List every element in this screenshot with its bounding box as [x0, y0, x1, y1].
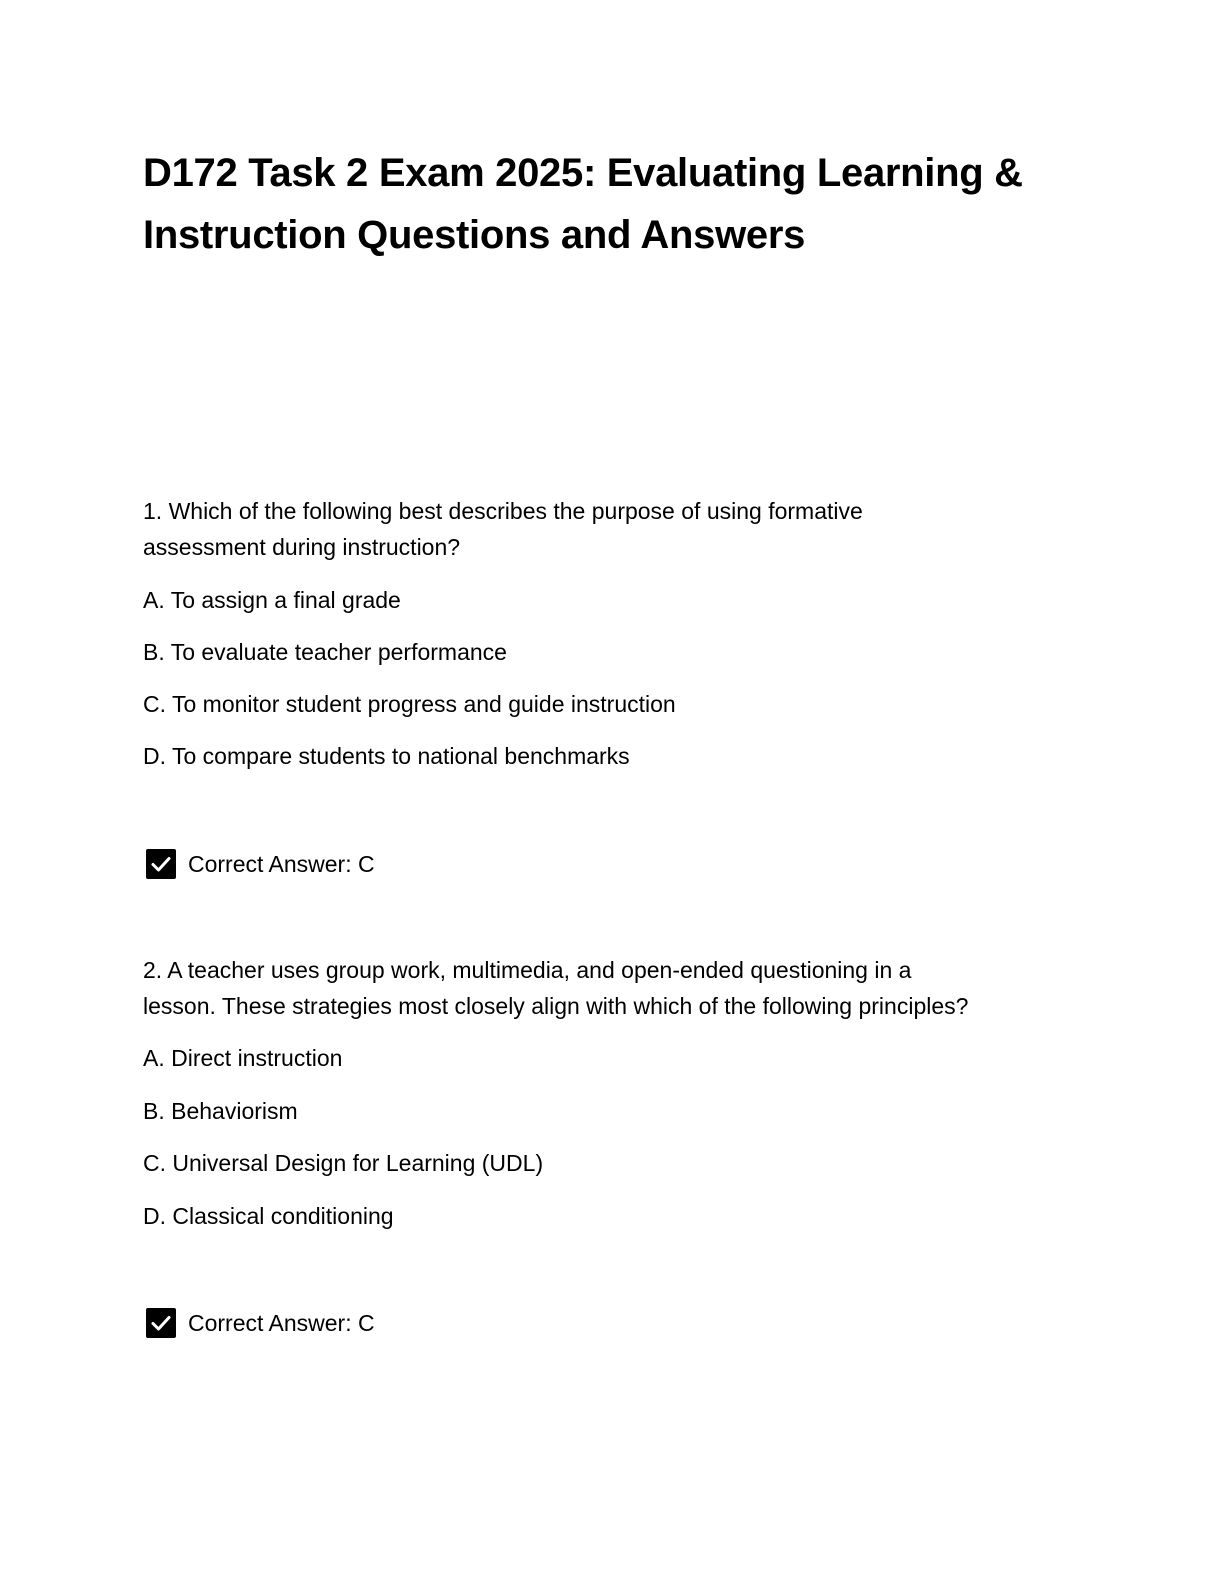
- question-1-option-b: B. To evaluate teacher performance: [143, 639, 507, 665]
- question-1-option-a: A. To assign a final grade: [143, 587, 401, 613]
- question-2-option-d: D. Classical conditioning: [143, 1203, 394, 1229]
- question-2: [143, 952, 1103, 1336]
- question-2-text: [143, 952, 1103, 1024]
- question-2-text-line-1: 2. A teacher uses group work, multimedia, and open-ended questioning in a: [143, 957, 912, 983]
- question-2-option-a: A. Direct instruction: [143, 1045, 343, 1071]
- question-1-option-c: C. To monitor student progress and guide instruction: [143, 691, 676, 717]
- question-2-correct-answer-label: Correct Answer: C: [188, 1310, 375, 1336]
- question-1-text-line-1: 1. Which of the following best describes the purpose of using formative: [143, 498, 863, 524]
- question-2-text-line-2: lesson. These strategies most closely align with which of the following principles?: [143, 993, 969, 1019]
- check-mark-icon: [146, 1308, 176, 1338]
- question-1-text-line-2: assessment during instruction?: [143, 534, 461, 560]
- question-1-correct-answer: [146, 849, 375, 879]
- question-1: [143, 493, 1103, 877]
- document-title-line-1: D172 Task 2 Exam 2025: Evaluating Learning &: [143, 151, 1023, 195]
- question-1-text: [143, 493, 1103, 565]
- question-2-option-c: C. Universal Design for Learning (UDL): [143, 1150, 544, 1176]
- question-2-option-b: B. Behaviorism: [143, 1098, 298, 1124]
- question-1-correct-answer-label: Correct Answer: C: [188, 851, 375, 877]
- document-title-line-2: Instruction Questions and Answers: [143, 213, 806, 257]
- question-1-option-d: D. To compare students to national benchmarks: [143, 743, 630, 769]
- check-mark-icon: [146, 849, 176, 879]
- document-title: [143, 142, 1103, 266]
- question-2-correct-answer: [146, 1308, 375, 1338]
